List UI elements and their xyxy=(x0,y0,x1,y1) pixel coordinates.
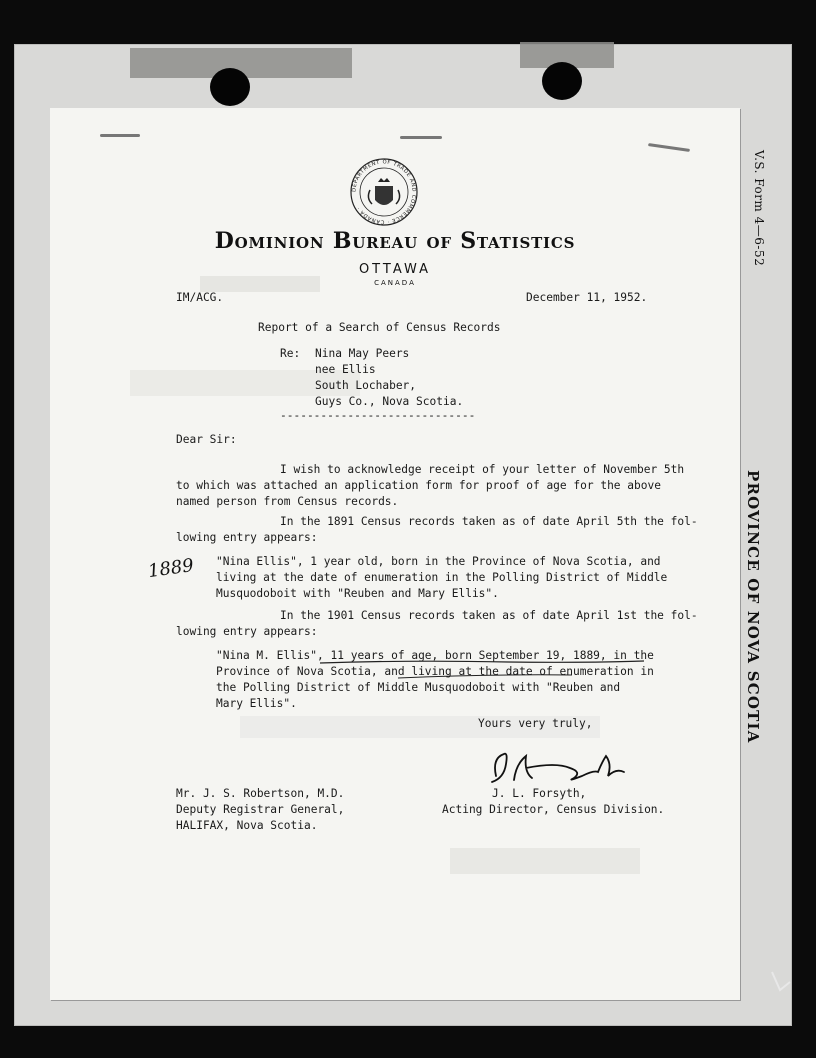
census-entry-line: the Polling District of Middle Musquodoboit with "Reuben and xyxy=(216,681,621,694)
hand-underline-mark xyxy=(318,660,648,680)
punch-hole-right xyxy=(542,62,582,100)
punch-hole-left xyxy=(210,68,250,106)
signer-title: Acting Director, Census Division. xyxy=(442,803,665,816)
coat-of-arms-seal-icon xyxy=(348,156,420,228)
letterhead-country: CANADA xyxy=(374,279,416,287)
paragraph-line: lowing entry appears: xyxy=(176,625,318,638)
paragraph-line: named person from Census records. xyxy=(176,495,399,508)
staple xyxy=(400,136,442,139)
paragraph-line: In the 1891 Census records taken as of date April 5th the fol- xyxy=(280,515,698,528)
letterhead-city: OTTAWA xyxy=(358,262,432,277)
re-line: South Lochaber, xyxy=(315,379,417,392)
census-entry-line: "Nina Ellis", 1 year old, born in the Province of Nova Scotia, and xyxy=(216,555,661,568)
paragraph-line: lowing entry appears: xyxy=(176,531,318,544)
letter-date: December 11, 1952. xyxy=(526,291,648,304)
letter-subject: Report of a Search of Census Records xyxy=(258,321,501,334)
bleed-through-area xyxy=(450,848,640,874)
recipient-line: HALIFAX, Nova Scotia. xyxy=(176,819,318,832)
signer-name: J. L. Forsyth, xyxy=(492,787,587,800)
form-number-label: V.S. Form 4—6-52 xyxy=(752,150,766,267)
re-underline: ----------------------------- xyxy=(280,409,476,422)
crest-ring-text: DEPARTMENT OF TRADE AND COMMERCE · CANADA · xyxy=(351,159,417,225)
closing: Yours very truly, xyxy=(478,717,593,730)
census-entry-line: Mary Ellis". xyxy=(216,697,297,710)
staple xyxy=(648,143,690,152)
signature xyxy=(486,742,636,792)
letter-page xyxy=(50,108,740,1000)
check-mark-icon xyxy=(770,968,792,994)
handwritten-margin-note: 1889 xyxy=(146,554,196,583)
paragraph-line: I wish to acknowledge receipt of your letter of November 5th xyxy=(280,463,685,476)
reference-code: IM/ACG. xyxy=(176,291,224,304)
staple xyxy=(100,134,140,137)
census-entry-line: "Nina M. Ellis", 11 years of age, born September 19, 1889, in the xyxy=(216,649,654,662)
census-entry-line: Musquodoboit with "Reuben and Mary Ellis". xyxy=(216,587,499,600)
salutation: Dear Sir: xyxy=(176,433,237,446)
recipient-line: Mr. J. S. Robertson, M.D. xyxy=(176,787,345,800)
re-line: Nina May Peers xyxy=(315,347,410,360)
letterhead-title: Dominion Bureau of Statistics xyxy=(214,228,576,254)
re-line: nee Ellis xyxy=(315,363,376,376)
paragraph-line: to which was attached an application form for proof of age for the above xyxy=(176,479,661,492)
paragraph-line: In the 1901 Census records taken as of date April 1st the fol- xyxy=(280,609,698,622)
re-line: Guys Co., Nova Scotia. xyxy=(315,395,464,408)
recipient-line: Deputy Registrar General, xyxy=(176,803,345,816)
census-entry-line: living at the date of enumeration in the Polling District of Middle xyxy=(216,571,668,584)
province-label: PROVINCE OF NOVA SCOTIA xyxy=(744,470,762,744)
re-label: Re: xyxy=(280,347,301,360)
census-entry-line: Province of Nova Scotia, and living at the date of enumeration in xyxy=(216,665,654,678)
